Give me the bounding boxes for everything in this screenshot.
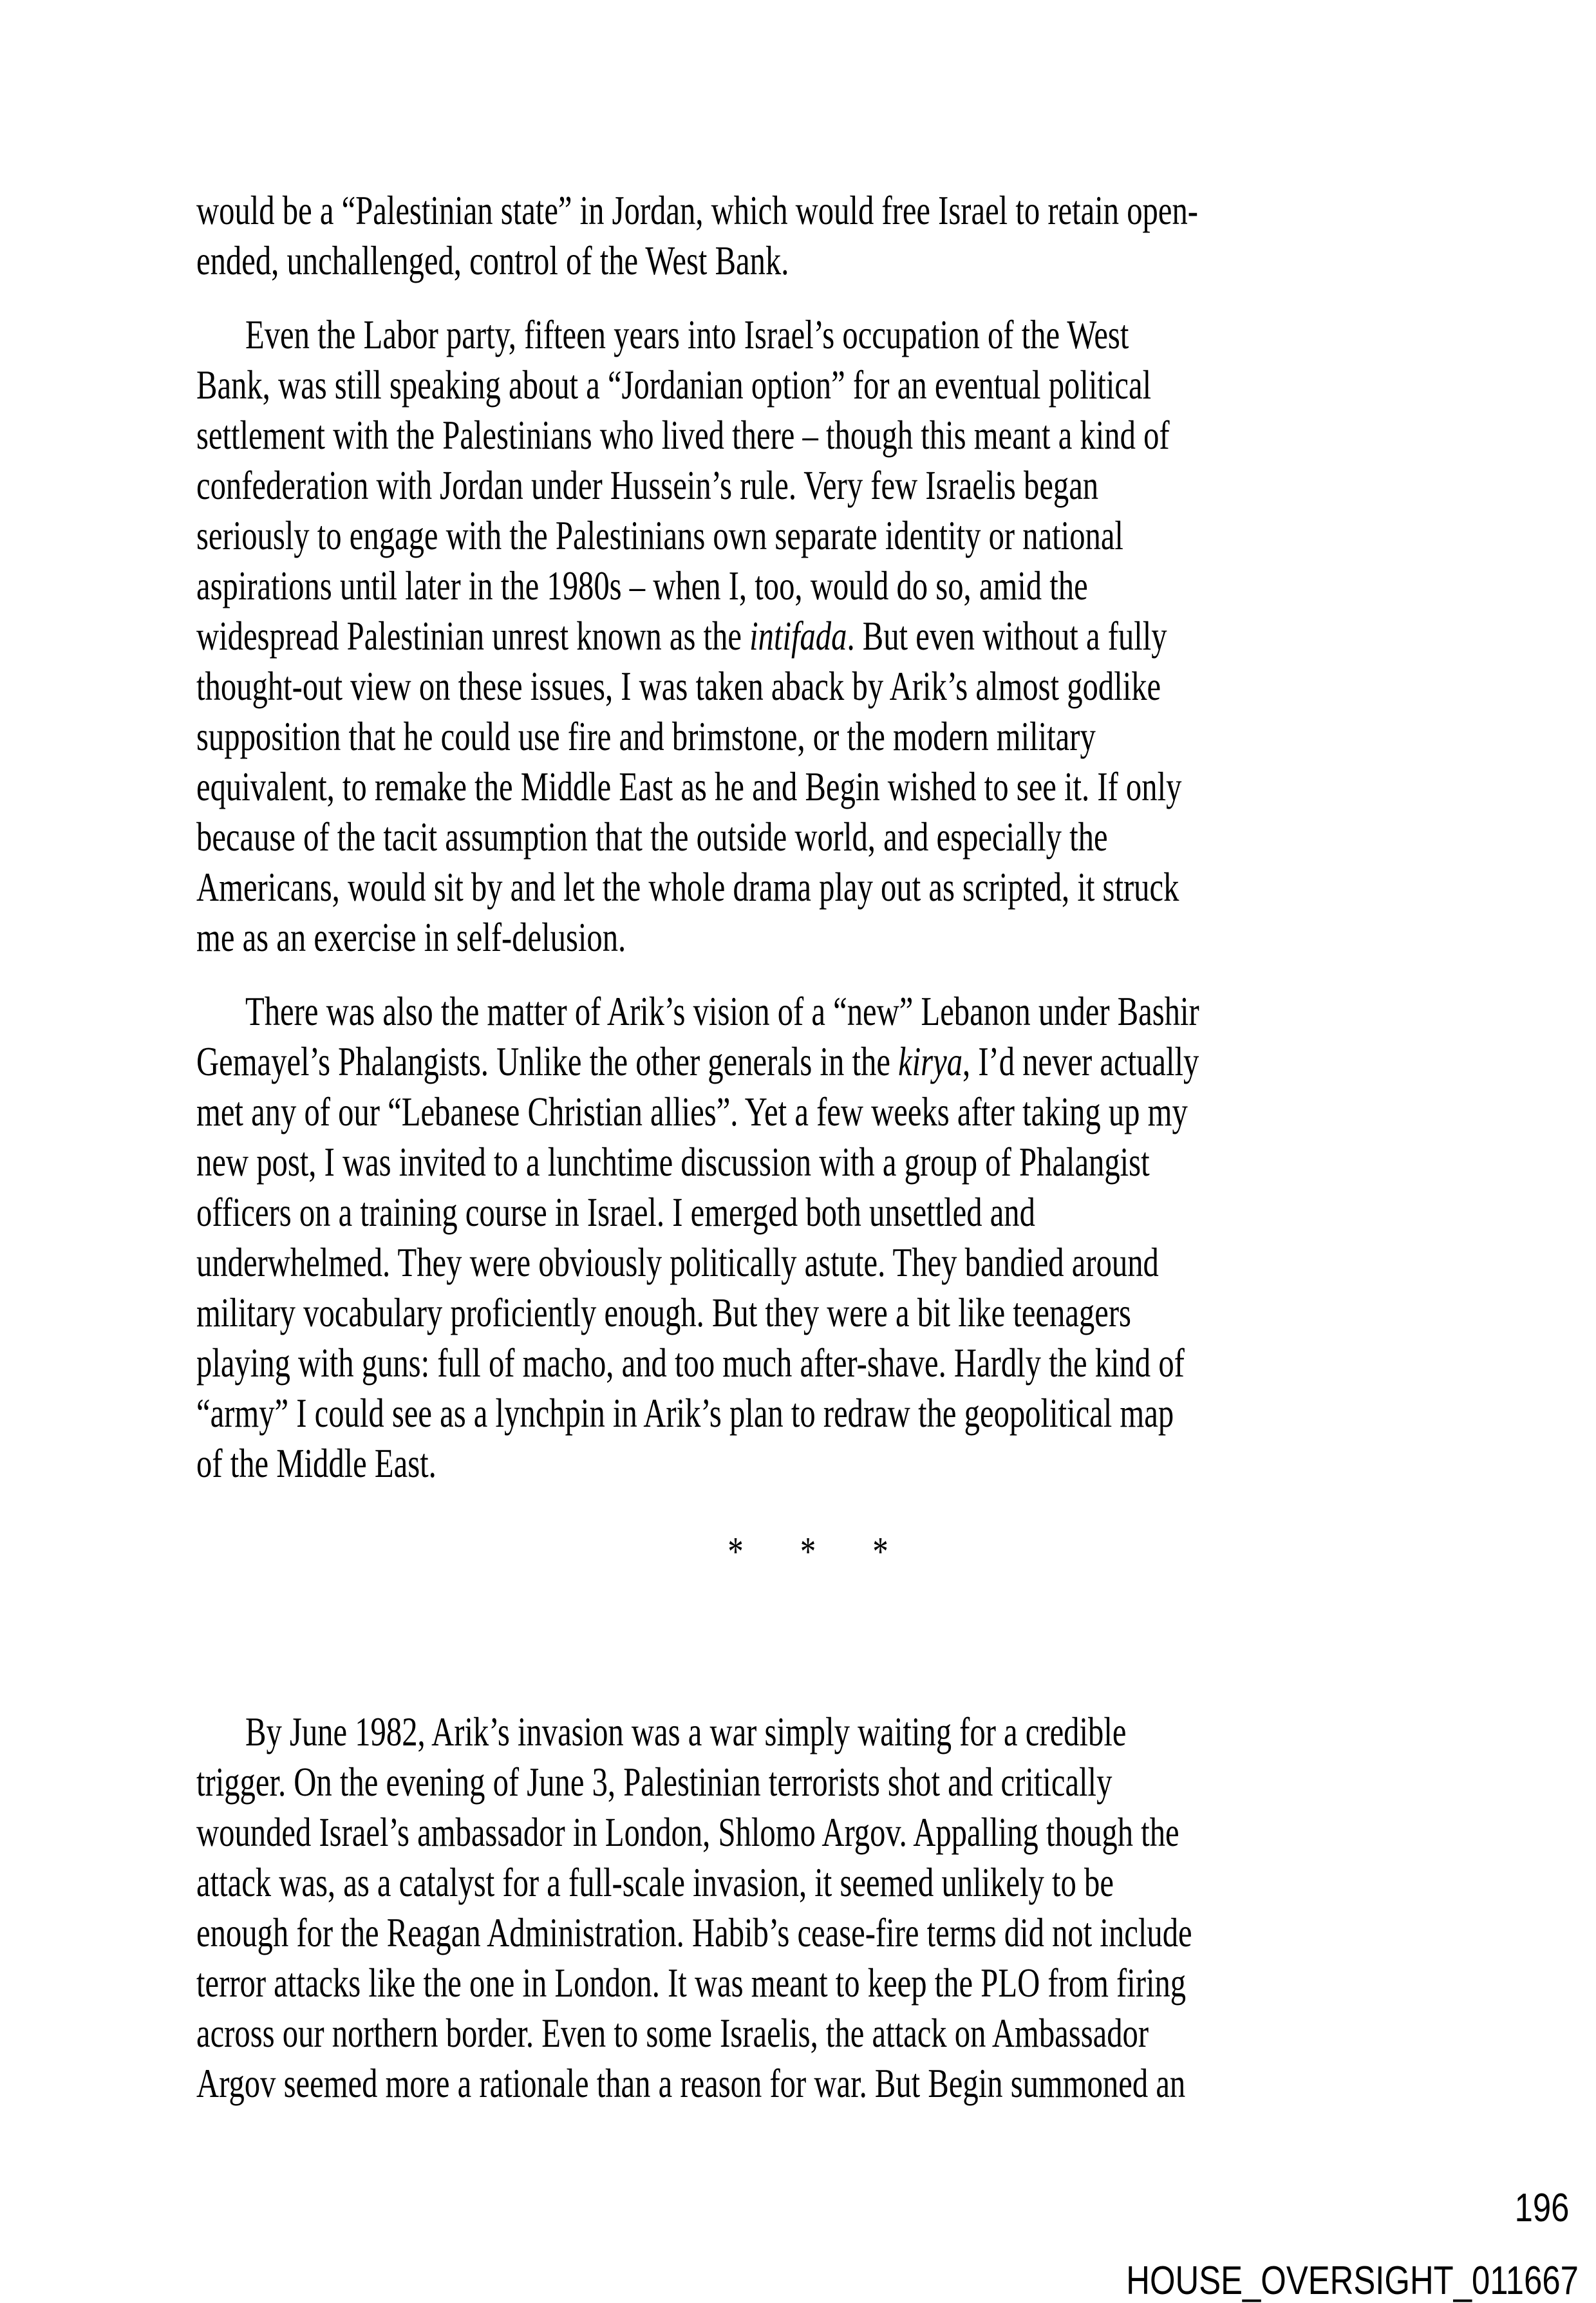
text-segment: , I’d never actually: [962, 1039, 1199, 1084]
text-segment: settlement with the Palestinians who lived there – though this meant a kind of: [196, 412, 1170, 458]
text-segment: of the Middle East.: [196, 1440, 437, 1486]
text-line: [196, 310, 1420, 360]
text-segment: By June 1982, Arik’s invasion was a war simply waiting for a credible: [245, 1709, 1127, 1754]
text-line: [196, 1707, 1420, 1757]
text-line: [196, 912, 1420, 963]
text-line: [196, 1908, 1420, 1958]
text-segment: wounded Israel’s ambassador in London, Shlomo Argov. Appalling though the: [196, 1809, 1179, 1855]
text-line: [196, 360, 1420, 410]
paragraph: [196, 986, 1420, 1489]
text-line: [196, 1338, 1420, 1388]
text-line: [196, 561, 1420, 611]
text-line: [196, 236, 1420, 286]
text-line: [196, 661, 1420, 711]
text-segment: confederation with Jordan under Hussein’s rule. Very few Israelis began: [196, 462, 1099, 508]
paragraph: [196, 310, 1420, 963]
text-segment: “army” I could see as a lynchpin in Arik’s plan to redraw the geopolitical map: [196, 1390, 1174, 1436]
text-line: [196, 611, 1420, 661]
text-line: [196, 1757, 1420, 1807]
text-segment: Bank, was still speaking about a “Jordanian option” for an eventual political: [196, 362, 1152, 408]
text-segment: Americans, would sit by and let the whole drama play out as scripted, it struck: [196, 864, 1179, 910]
text-line: [196, 1288, 1420, 1338]
text-segment: officers on a training course in Israel. I emerged both unsettled and: [196, 1189, 1035, 1235]
text-line: [196, 1807, 1420, 1857]
text-segment: military vocabulary proficiently enough. But they were a bit like teenagers: [196, 1290, 1131, 1335]
bates-number: HOUSE_OVERSIGHT_011667: [1126, 2259, 1579, 2303]
paragraph: [196, 185, 1420, 286]
text-line: [196, 1857, 1420, 1908]
italic-text: intifada: [749, 613, 847, 659]
text-segment: equivalent, to remake the Middle East as he and Begin wished to see it. If only: [196, 764, 1182, 809]
text-segment: met any of our “Lebanese Christian allies”. Yet a few weeks after taking up my: [196, 1089, 1188, 1134]
text-segment: underwhelmed. They were obviously politically astute. They bandied around: [196, 1239, 1159, 1285]
text-line: [196, 986, 1420, 1037]
section-separator: * * *: [728, 1528, 888, 1574]
text-line: [196, 812, 1420, 862]
page-number: 196: [1514, 2186, 1569, 2230]
body-text: [196, 185, 1420, 2109]
text-segment: Argov seemed more a rationale than a reason for war. But Begin summoned an: [196, 2060, 1186, 2106]
text-segment: because of the tacit assumption that the outside world, and especially the: [196, 814, 1108, 860]
text-line: [196, 1237, 1420, 1288]
text-segment: would be a “Palestinian state” in Jordan, which would free Israel to retain open-: [196, 187, 1198, 233]
text-segment: widespread Palestinian unrest known as the: [196, 613, 750, 659]
text-line: [196, 1187, 1420, 1237]
text-segment: supposition that he could use fire and brimstone, or the modern military: [196, 713, 1096, 759]
text-segment: new post, I was invited to a lunchtime discussion with a group of Phalangist: [196, 1139, 1150, 1185]
text-line: [196, 1037, 1420, 1087]
text-segment: aspirations until later in the 1980s – when I, too, would do so, amid the: [196, 563, 1088, 608]
text-line: [196, 1958, 1420, 2008]
text-line: [196, 762, 1420, 812]
text-segment: attack was, as a catalyst for a full-scale invasion, it seemed unlikely to be: [196, 1859, 1114, 1905]
text-segment: seriously to engage with the Palestinians own separate identity or national: [196, 512, 1123, 558]
text-segment: across our northern border. Even to some Israelis, the attack on Ambassador: [196, 2010, 1149, 2056]
text-segment: trigger. On the evening of June 3, Palestinian terrorists shot and critically: [196, 1759, 1113, 1805]
text-segment: . But even without a fully: [847, 613, 1167, 659]
text-line: [196, 2008, 1420, 2058]
text-segment: ended, unchallenged, control of the West Bank.: [196, 238, 789, 283]
text-segment: Gemayel’s Phalangists. Unlike the other generals in the: [196, 1039, 899, 1084]
paragraph: [196, 1707, 1420, 2109]
text-line: [196, 1388, 1420, 1438]
text-line: [196, 1087, 1420, 1137]
text-segment: There was also the matter of Arik’s vision of a “new” Lebanon under Bashir: [245, 988, 1199, 1034]
text-line: [196, 862, 1420, 912]
text-line: [196, 2058, 1420, 2109]
text-line: [196, 511, 1420, 561]
text-segment: thought-out view on these issues, I was taken aback by Arik’s almost godlike: [196, 663, 1161, 709]
text-line: [196, 1137, 1420, 1187]
text-line: [196, 185, 1420, 236]
text-line: [196, 1438, 1420, 1489]
text-segment: playing with guns: full of macho, and too much after-shave. Hardly the kind of: [196, 1340, 1185, 1386]
text-segment: enough for the Reagan Administration. Habib’s cease-fire terms did not include: [196, 1910, 1192, 1955]
text-line: [196, 410, 1420, 460]
text-segment: Even the Labor party, fifteen years into Israel’s occupation of the West: [245, 312, 1129, 357]
text-line: [196, 460, 1420, 511]
text-segment: terror attacks like the one in London. It was meant to keep the PLO from firing: [196, 1960, 1187, 2006]
italic-text: kirya: [898, 1039, 963, 1084]
text-segment: me as an exercise in self-delusion.: [196, 914, 626, 960]
text-line: [196, 711, 1420, 762]
